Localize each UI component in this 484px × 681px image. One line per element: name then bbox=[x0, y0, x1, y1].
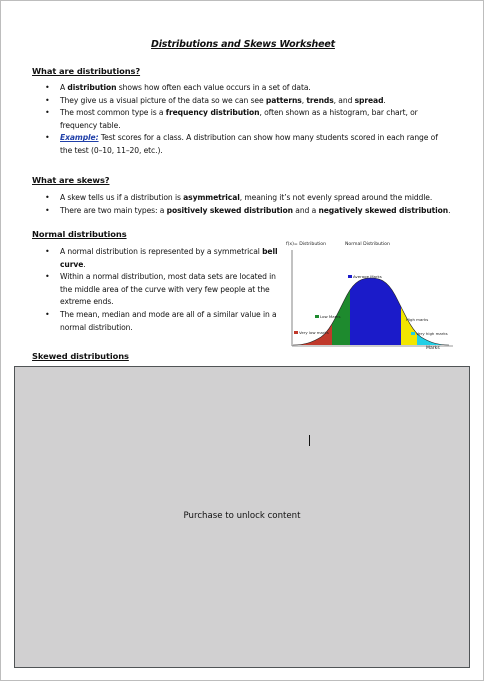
heading-skews: What are skews? bbox=[32, 175, 110, 185]
normal-list bbox=[32, 246, 282, 334]
list-item: • The most common type is a frequency distribution, often shown as a histogram, bar chart, or frequency table. bbox=[32, 107, 452, 132]
distributions-list bbox=[32, 82, 452, 158]
list-item: • Within a normal distribution, most data sets are located in the middle area of the curve with very few people at the extreme ends. bbox=[32, 271, 282, 309]
heading-normal: Normal distributions bbox=[32, 229, 127, 239]
chart-title: Normal Distribution bbox=[345, 242, 390, 247]
legend-high: High marks bbox=[401, 317, 428, 322]
heading-skewed: Skewed distributions bbox=[32, 351, 129, 361]
legend-average: Average Marks bbox=[348, 274, 382, 279]
heading-distributions: What are distributions? bbox=[32, 66, 141, 76]
band-very-high bbox=[417, 268, 455, 348]
text-cursor bbox=[309, 435, 310, 446]
list-item: • A normal distribution is represented by a symmetrical bell curve. bbox=[32, 246, 282, 271]
skews-list bbox=[32, 192, 452, 217]
purchase-to-unlock-text[interactable]: Purchase to unlock content bbox=[183, 511, 301, 521]
list-item: • The mean, median and mode are all of a similar value in a normal distribution. bbox=[32, 309, 282, 334]
list-item: • Example: Test scores for a class. A distribution can show how many students scored in each range of the test (0–10, 11–20, etc.). bbox=[32, 132, 452, 157]
list-item: • They give us a visual picture of the data so we can see patterns, trends, and spread. bbox=[32, 95, 452, 108]
normal-distribution-chart bbox=[285, 238, 455, 353]
list-item: • A distribution shows how often each value occurs in a set of data. bbox=[32, 82, 452, 95]
page-title: Distributions and Skews Worksheet bbox=[151, 39, 335, 50]
list-item: • There are two main types: a positively skewed distribution and a negatively skewed distribution. bbox=[32, 205, 452, 218]
band-average bbox=[350, 268, 401, 348]
list-item: • A skew tells us if a distribution is asymmetrical, meaning it’s not evenly spread around the middle. bbox=[32, 192, 452, 205]
example-label: Example: bbox=[60, 133, 99, 143]
legend-very-high: Very high marks bbox=[411, 331, 448, 336]
locked-content-overlay[interactable] bbox=[14, 366, 470, 668]
x-axis-label: Marks bbox=[426, 346, 440, 351]
legend-very-low: Very low marks bbox=[294, 330, 329, 335]
band-high bbox=[401, 268, 417, 348]
y-axis-label: f(x)= Distribution bbox=[286, 242, 327, 247]
legend-low: Low Marks bbox=[315, 314, 341, 319]
band-low bbox=[332, 268, 350, 348]
